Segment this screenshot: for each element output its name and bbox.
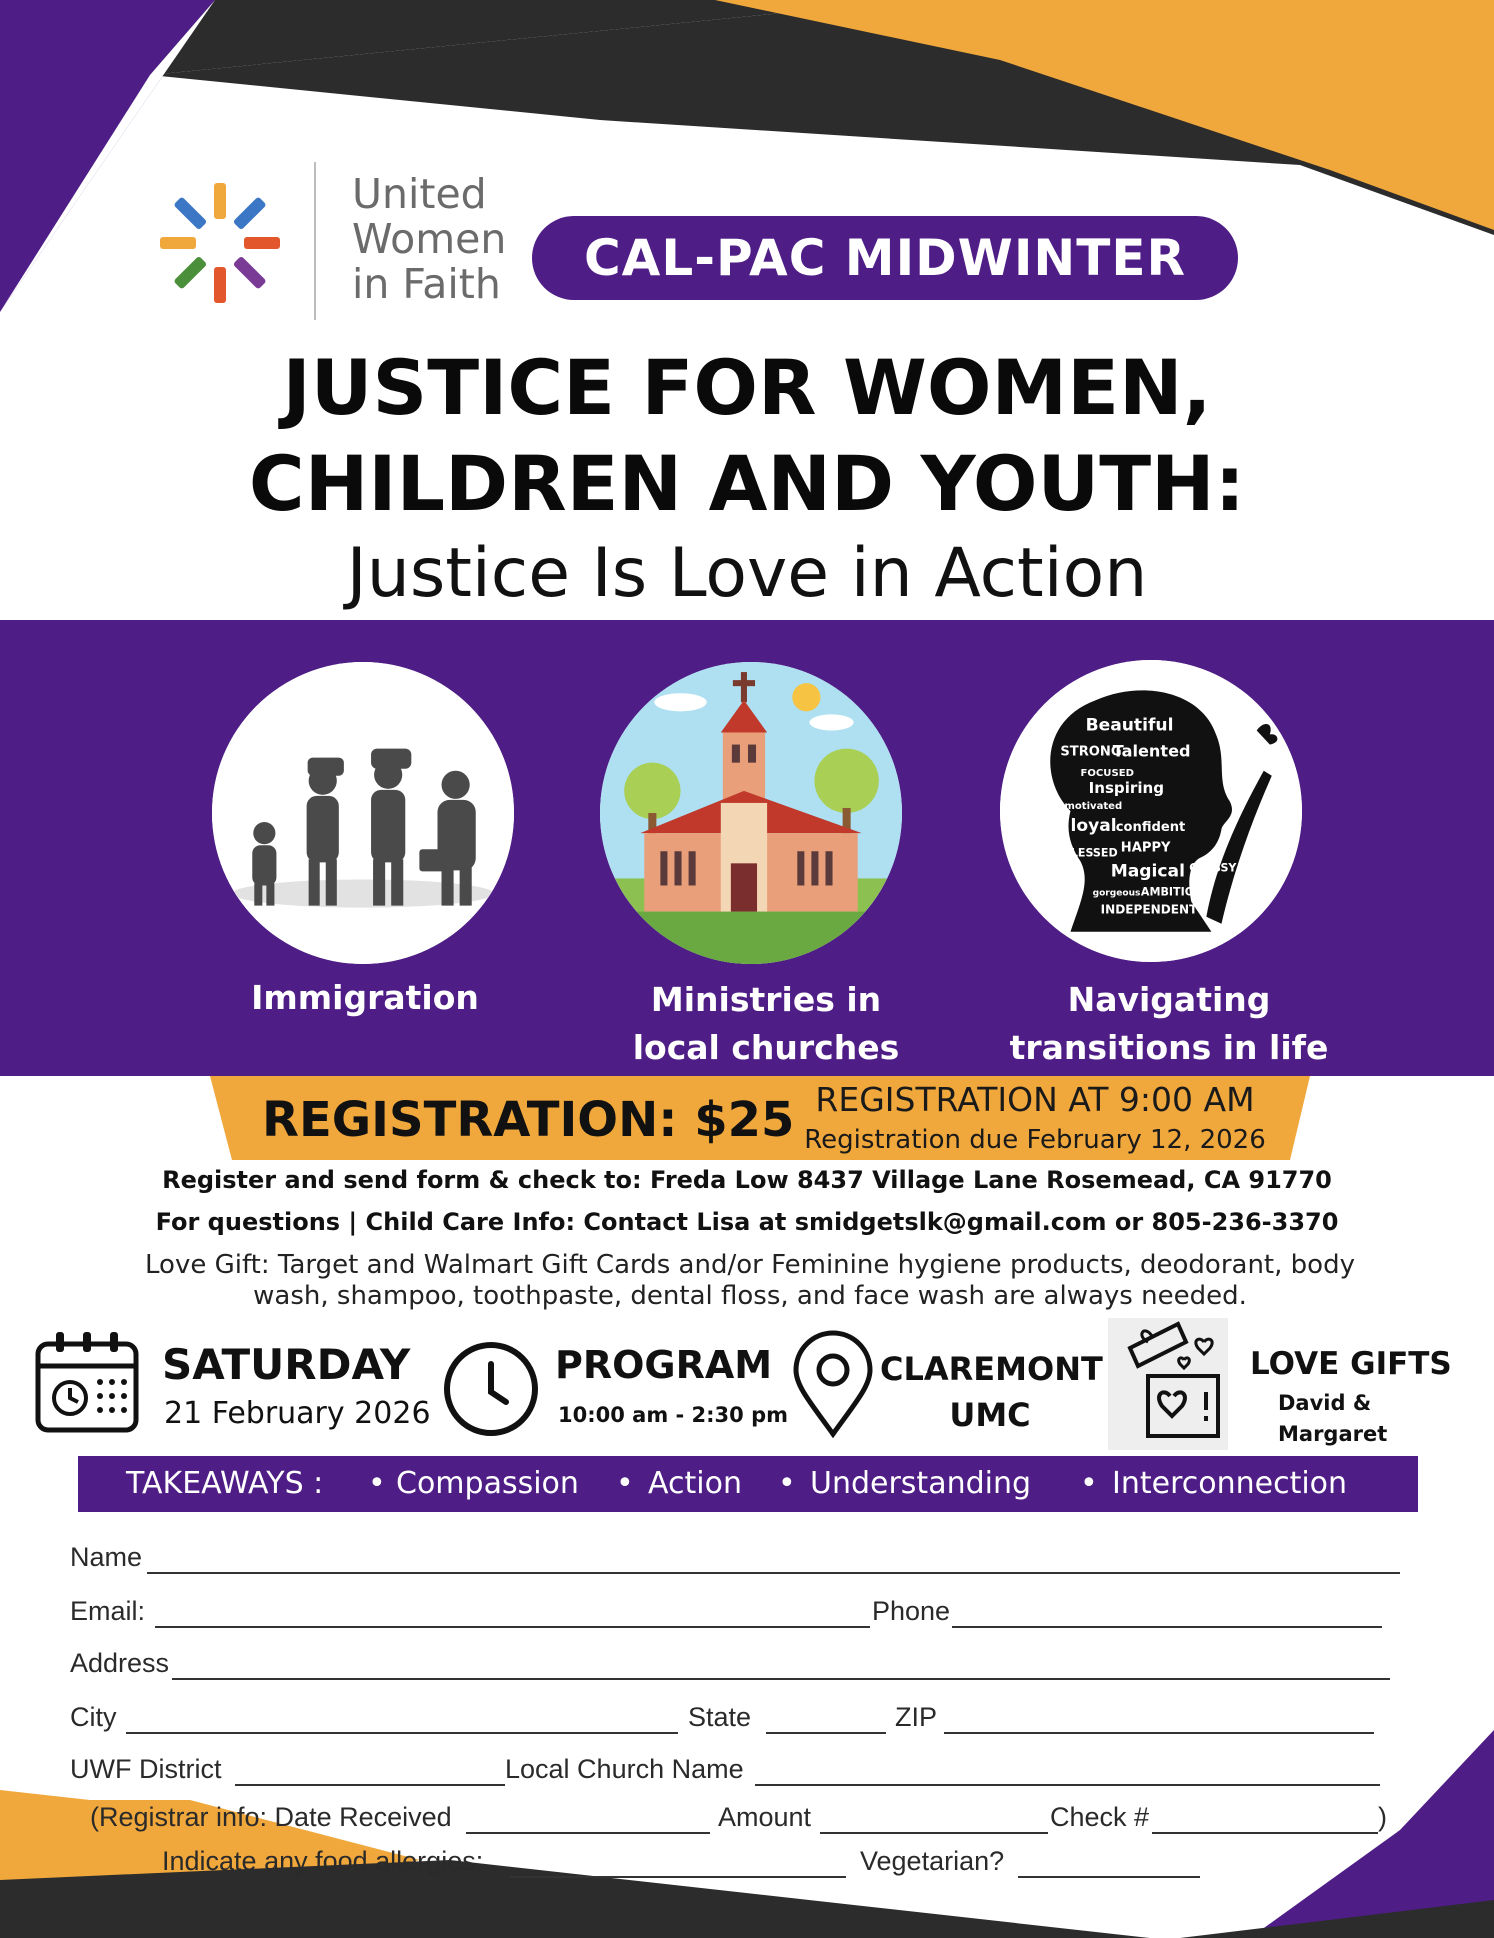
svg-text:loyal: loyal	[1070, 816, 1117, 837]
logo-divider	[314, 162, 316, 320]
svg-text:BLESSED: BLESSED	[1062, 846, 1118, 860]
title-line-1: JUSTICE FOR WOMEN,	[282, 343, 1212, 432]
event-date: 21 February 2026	[164, 1396, 431, 1431]
svg-text:STRONG: STRONG	[1060, 744, 1122, 760]
zip-label: ZIP	[895, 1702, 938, 1732]
takeaways-bar	[78, 1456, 1418, 1512]
check-label: Check #	[1050, 1802, 1150, 1832]
registrar-label: (Registrar info: Date Received	[90, 1802, 452, 1832]
check-number-field[interactable]	[1152, 1832, 1378, 1834]
svg-text:gorgeous: gorgeous	[1092, 888, 1141, 899]
district-label: UWF District	[70, 1754, 222, 1784]
immigration-silhouettes-icon	[212, 662, 514, 964]
zip-field[interactable]	[944, 1732, 1374, 1734]
name-field[interactable]	[147, 1572, 1400, 1574]
district-field[interactable]	[235, 1784, 505, 1786]
location-pin-icon	[790, 1330, 876, 1438]
phone-field[interactable]	[952, 1626, 1382, 1628]
svg-text:confident: confident	[1115, 820, 1186, 836]
takeaway-item-bullet: •	[368, 1466, 386, 1501]
svg-text:CLASSY: CLASSY	[1189, 861, 1237, 875]
svg-text:Talented: Talented	[1112, 741, 1191, 761]
takeaway-item: Interconnection	[1112, 1466, 1348, 1501]
clock-icon	[442, 1340, 540, 1438]
love-gift-info: Love Gift: Target and Walmart Gift Cards and/or Feminine hygiene products, deodorant, body wash, shampoo, toothpaste, dental floss, and face wash are always needed.	[145, 1250, 1355, 1311]
takeaway-item-bullet: •	[778, 1466, 796, 1501]
svg-text:FOCUSED: FOCUSED	[1080, 767, 1134, 779]
allergies-field[interactable]	[510, 1876, 846, 1878]
svg-text:AMBITIOUS: AMBITIOUS	[1140, 885, 1212, 899]
svg-text:INDEPENDENT: INDEPENDENT	[1100, 902, 1198, 917]
svg-text:Magical: Magical	[1110, 861, 1185, 882]
event-badge: CAL-PAC MIDWINTER	[532, 216, 1238, 300]
program-time: 10:00 am - 2:30 pm	[558, 1403, 789, 1427]
city-label: City	[70, 1702, 117, 1732]
program-label: PROGRAM	[555, 1343, 773, 1387]
send-form-info: Register and send form & check to: Freda Low 8437 Village Lane Rosemead, CA 91770	[162, 1166, 1332, 1194]
svg-text:motivated: motivated	[1064, 800, 1123, 812]
address-label: Address	[70, 1648, 170, 1678]
state-label: State	[688, 1702, 752, 1732]
registration-price: REGISTRATION: $25	[262, 1092, 795, 1148]
svg-text:Inspiring: Inspiring	[1088, 778, 1165, 797]
takeaway-item: Understanding	[810, 1466, 1032, 1501]
svg-text:HAPPY: HAPPY	[1120, 840, 1171, 856]
title-line-2: CHILDREN AND YOUTH:	[248, 439, 1246, 528]
email-label: Email:	[70, 1596, 146, 1626]
vegetarian-field[interactable]	[1018, 1876, 1200, 1878]
allergies-label: Indicate any food allergies:	[162, 1846, 484, 1876]
svg-text:Beautiful: Beautiful	[1085, 715, 1174, 736]
affirmation-silhouette-icon	[1000, 660, 1302, 962]
love-gifts-label: LOVE GIFTS	[1250, 1346, 1452, 1382]
name-label: Name	[70, 1542, 143, 1572]
phone-label: Phone	[872, 1596, 951, 1626]
registrar-close: )	[1378, 1802, 1387, 1832]
address-field[interactable]	[172, 1678, 1390, 1680]
city-field[interactable]	[126, 1732, 678, 1734]
vegetarian-label: Vegetarian?	[860, 1846, 1005, 1876]
questions-info: For questions | Child Care Info: Contact Lisa at smidgetslk@gmail.com or 805-236-3370	[155, 1208, 1339, 1236]
registration-time: REGISTRATION AT 9:00 AM	[815, 1080, 1255, 1119]
registration-due: Registration due February 12, 2026	[804, 1125, 1266, 1155]
state-field[interactable]	[766, 1732, 886, 1734]
topic-ministries: Ministries in local churches	[632, 980, 900, 1067]
church-label: Local Church Name	[505, 1754, 744, 1784]
love-gifts-names: David & Margaret	[1278, 1391, 1388, 1446]
takeaway-item: Action	[648, 1466, 742, 1501]
church-icon	[600, 662, 902, 964]
amount-field[interactable]	[820, 1832, 1048, 1834]
church-field[interactable]	[755, 1784, 1380, 1786]
event-day: SATURDAY	[162, 1340, 411, 1389]
topic-immigration: Immigration	[251, 978, 479, 1017]
gift-box-icon	[1108, 1318, 1228, 1450]
takeaway-item: Compassion	[396, 1466, 579, 1501]
date-received-field[interactable]	[466, 1832, 710, 1834]
email-field[interactable]	[155, 1626, 870, 1628]
amount-label: Amount	[718, 1802, 812, 1832]
venue: CLAREMONT UMC	[880, 1350, 1103, 1434]
topic-transitions: Navigating transitions in life	[1009, 980, 1329, 1067]
subtitle: Justice Is Love in Action	[346, 534, 1148, 613]
calendar-icon	[34, 1330, 140, 1434]
logo-wordmark: United Women in Faith	[352, 170, 507, 308]
takeaways-label: TAKEAWAYS :	[126, 1466, 324, 1501]
takeaway-item-bullet: •	[616, 1466, 634, 1501]
takeaway-item-bullet: •	[1080, 1466, 1098, 1501]
uwf-logo-icon	[155, 178, 285, 308]
